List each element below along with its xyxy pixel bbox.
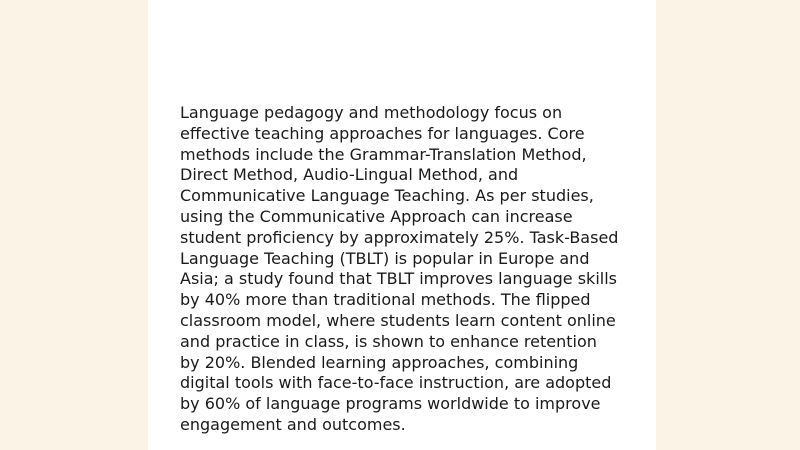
body-paragraph: Language pedagogy and methodology focus on effective teaching approaches for languages. Core methods include the Grammar-Translation Method, Direct Method, Audio-Lingual Method, and Communicative Language Teaching. As per studies, using the Communicative Approach can increase student proficiency by approximately 25%. Task-Based Language Teaching (TBLT) is popular in Europe and Asia; a study found that TBLT improves language skills by 40% more than traditional methods. The flipped classroom model, where students learn content online and practice in class, is shown to enhance retention by 20%. Blended learning approaches, combining digital tools with face-to-face instruction, are adopted by 60% of language programs worldwide to improve engagement and outcomes. — [180, 103, 619, 434]
document-page — [148, 0, 656, 450]
